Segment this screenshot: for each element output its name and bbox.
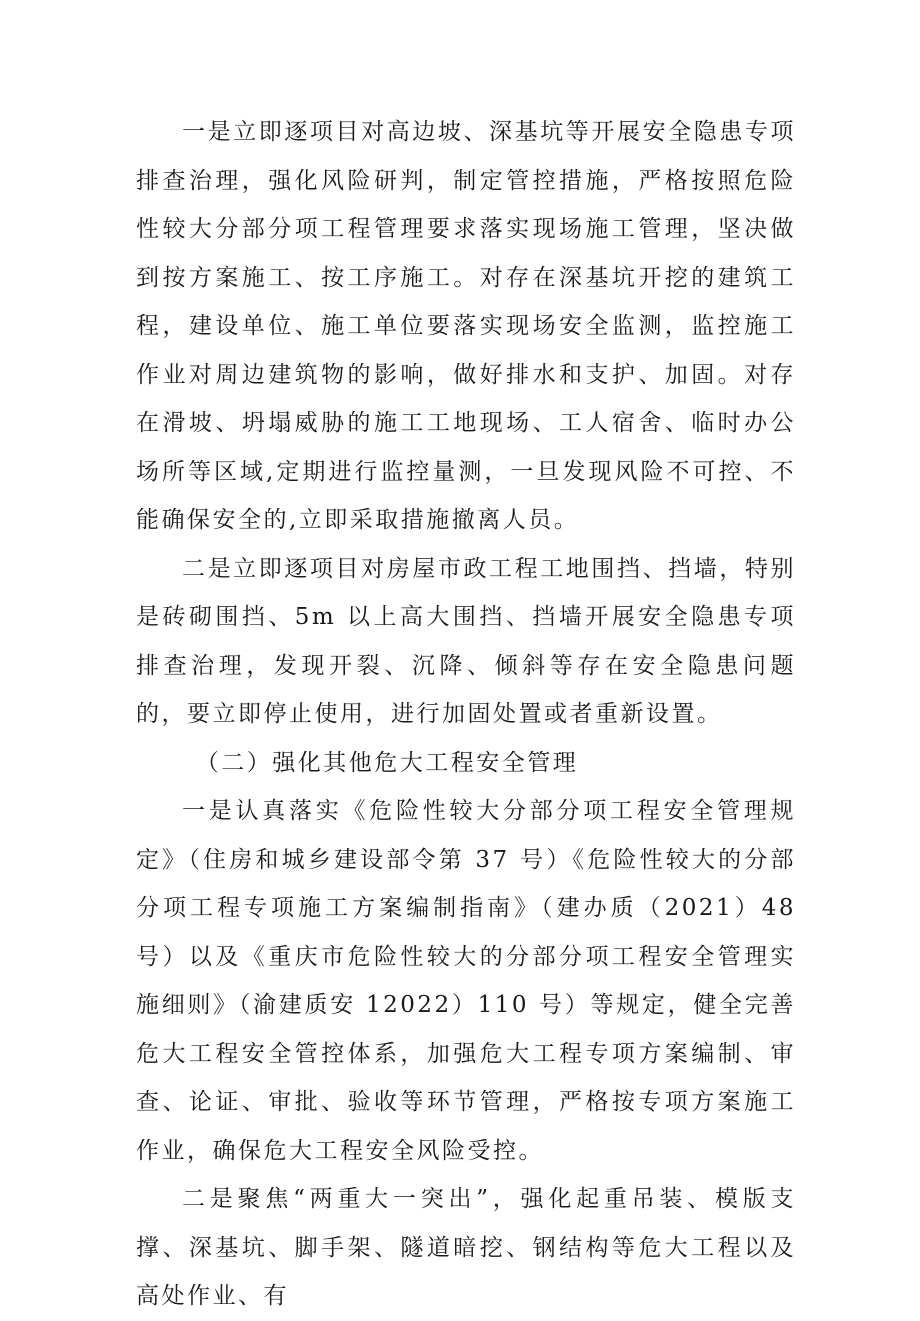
paragraph-enclosure-wall-inspection: 二是立即逐项目对房屋市政工程工地围挡、挡墙，特别是砖砌围挡、5m 以上高大围挡、挡墙开展安全隐患专项排查治理，发现开裂、沉降、倾斜等存在安全隐患问题的，要立即停止使用，进行加固处置或者重新设置。 <box>136 555 796 727</box>
section-heading: （二）强化其他危大工程安全管理 <box>195 749 579 776</box>
document-body <box>136 108 796 1321</box>
paragraph-slope-pit-inspection: 一是立即逐项目对高边坡、深基坑等开展安全隐患专项排查治理，强化风险研判，制定管控措施，严格按照危险性较大分部分项工程管理要求落实现场施工管理，坚决做到按方案施工、按工序施工。对存在深基坑开挖的建筑工程，建设单位、施工单位要落实现场安全监测，监控施工作业对周边建筑物的影响，做好排水和支护、加固。对存在滑坡、坍塌威胁的施工工地现场、工人宿舍、临时办公场所等区域,定期进行监控量测，一旦发现风险不可控、不能确保安全的,立即采取措施撤离人员。 <box>136 119 796 533</box>
paragraph-regulations: 一是认真落实《危险性较大分部分项工程安全管理规定》（住房和城乡建设部令第 37 号）《危险性较大的分部分项工程专项施工方案编制指南》（建办质（2021）48 号）以及《重庆市危险性较大的分部分项工程安全管理实施细则》（渝建质安 12022）110 号）等规定，健全完善危大工程安全管控体系，加强危大工程专项方案编制、审查、论证、审批、验收等环节管理，严格按专项方案施工作业，确保危大工程安全风险受控。 <box>136 798 796 1164</box>
paragraph-focus-items: 二是聚焦“两重大一突出”，强化起重吊装、模版支撑、深基坑、脚手架、隧道暗挖、钢结构等危大工程以及高处作业、有 <box>136 1186 796 1309</box>
